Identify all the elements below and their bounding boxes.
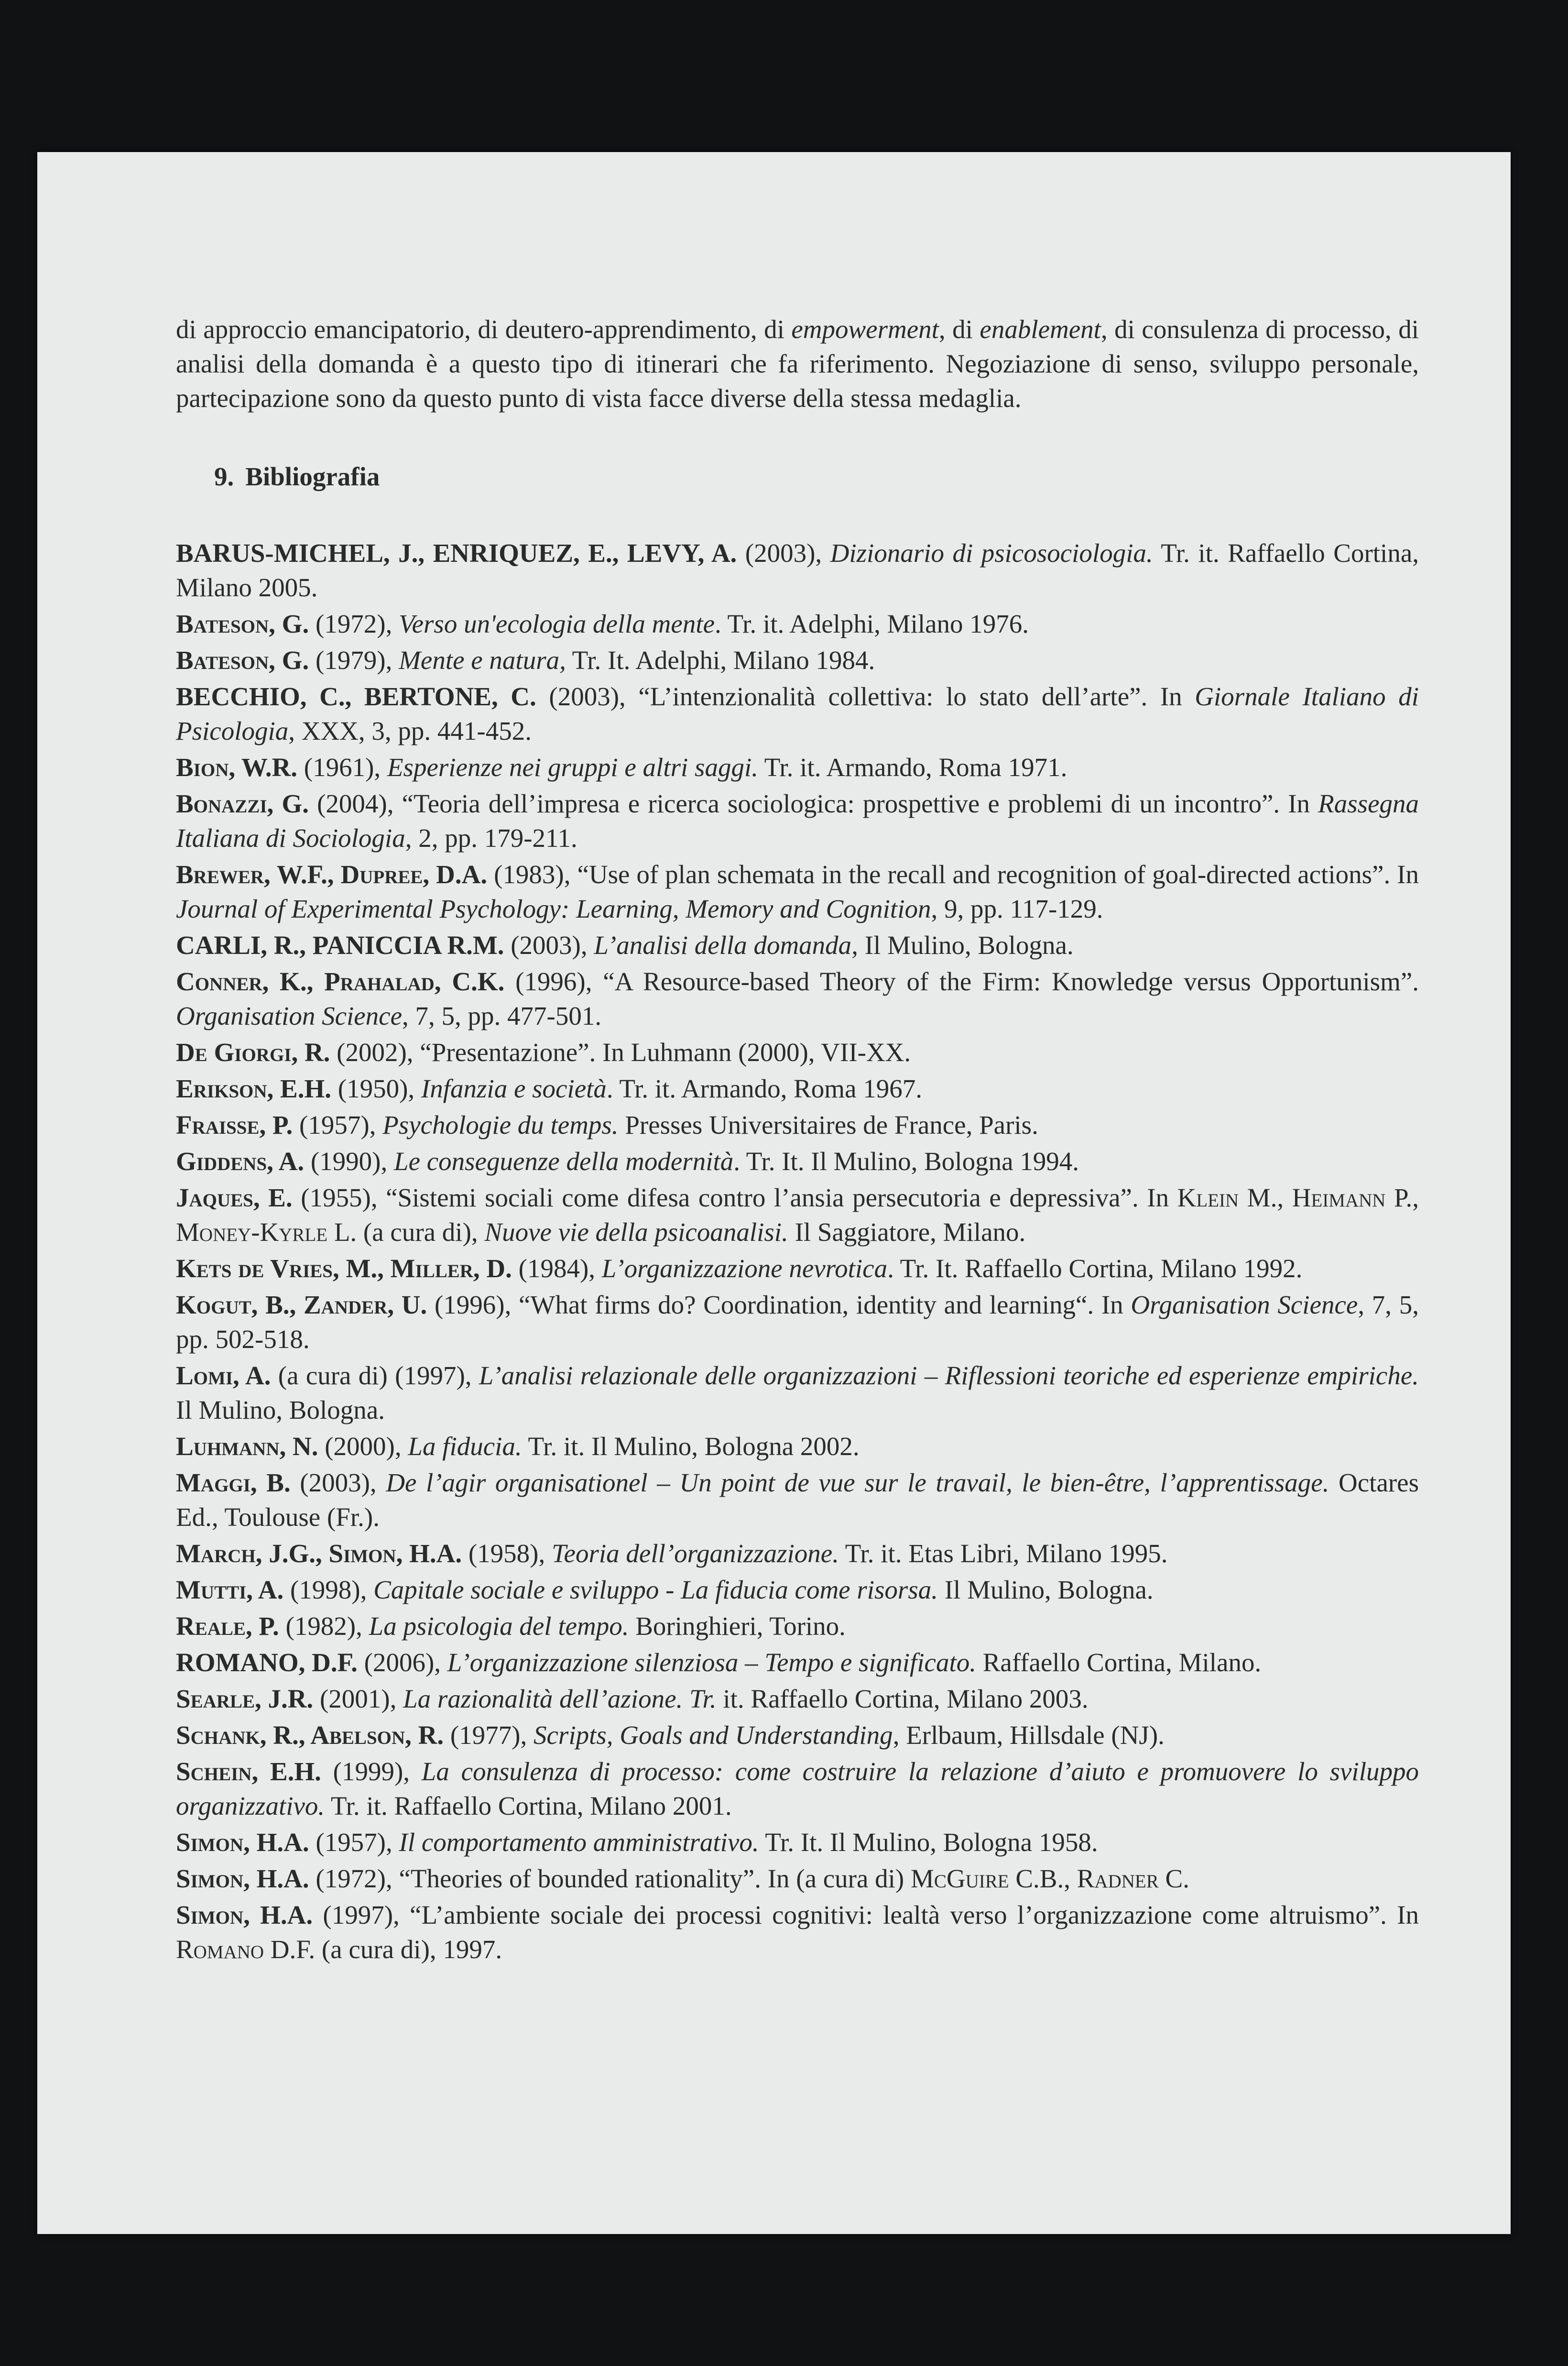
entry-author: Giddens, A. [176, 1147, 305, 1176]
bibliography-entry [176, 964, 1419, 1033]
entry-text: (1972), [309, 609, 399, 638]
entry-author: Erikson, E.H. [176, 1074, 332, 1103]
entry-text: (1957), [293, 1110, 383, 1139]
entry-author: Bateson, G. [176, 609, 309, 638]
entry-text: . Tr. It. Il Mulino, Bologna 1994. [733, 1147, 1079, 1176]
entry-name: Radner [1077, 1864, 1159, 1893]
entry-title: Rassegna Italiana di Sociologia [176, 789, 1419, 853]
entry-text: (1984), [512, 1254, 602, 1283]
entry-text: it. Raffaello Cortina, Milano 2003. [716, 1684, 1089, 1713]
entry-text: (1958), [462, 1539, 552, 1568]
section-heading [214, 460, 1419, 494]
bibliography-entry [176, 1072, 1419, 1106]
entry-title: Il comportamento amministrativo. [399, 1828, 759, 1857]
entry-author: BECCHIO, C., BERTONE, C. [176, 682, 536, 711]
entry-text: P., [1385, 1183, 1419, 1212]
entry-text: (2003), [737, 538, 830, 568]
entry-title: La consulenza di processo: come costruire la relazione d’aiuto e promuovere lo sviluppo organizzativo. [176, 1757, 1419, 1820]
entry-author: Kogut, B., Zander, U. [176, 1290, 427, 1319]
bibliography-list [176, 536, 1419, 1967]
entry-title: Giornale Italiano di Psicologia [176, 682, 1419, 745]
entry-text: (2004), “Teoria dell’impresa e ricerca sociologica: prospettive e problemi di un incontro”. In [308, 789, 1318, 818]
entry-text: , 7, 5, pp. 477-501. [402, 1001, 602, 1030]
entry-title: Organisation Science [1131, 1290, 1358, 1319]
entry-text: , 2, pp. 179-211. [405, 823, 577, 853]
entry-text: Il Mulino, Bologna. [176, 1395, 385, 1424]
entry-text: (1957), [309, 1828, 399, 1857]
bibliography-entry [176, 1898, 1419, 1967]
intro-paragraph [176, 312, 1419, 416]
bibliography-entry [176, 1358, 1419, 1427]
page-content [176, 312, 1419, 1969]
entry-author: Bateson, G. [176, 646, 309, 675]
intro-text-2: , di [938, 315, 980, 344]
entry-title: La psicologia del tempo. [369, 1611, 629, 1641]
entry-text: Tr. it. Etas Libri, Milano 1995. [838, 1539, 1168, 1568]
entry-author: Reale, P. [176, 1611, 279, 1641]
entry-text: (1990), [304, 1147, 394, 1176]
entry-author: March, J.G., Simon, H.A. [176, 1539, 462, 1568]
bibliography-entry [176, 750, 1419, 785]
entry-title: L’analisi relazionale delle organizzazioni – Riflessioni teoriche ed esperienze empiriche. [479, 1361, 1419, 1390]
entry-text: Octares Ed., Toulouse (Fr.). [176, 1468, 1419, 1532]
bibliography-entry [176, 928, 1419, 963]
entry-text: (2003), [290, 1468, 386, 1497]
entry-text: (2001), [313, 1684, 403, 1713]
entry-text: (a cura di) (1997), [271, 1361, 479, 1390]
entry-author: Bonazzi, G. [176, 789, 309, 818]
entry-text: C. [1158, 1864, 1189, 1893]
entry-author: Luhmann, N. [176, 1432, 318, 1461]
entry-title: Infanzia e società [421, 1074, 607, 1103]
entry-author: Fraisse, P. [176, 1110, 293, 1139]
entry-author: Searle, J.R. [176, 1684, 314, 1713]
entry-author: Maggi, B. [176, 1468, 291, 1497]
bibliography-entry [176, 643, 1419, 678]
entry-author: Brewer, W.F., Dupree, D.A. [176, 860, 488, 889]
entry-text: Tr. it. Raffaello Cortina, Milano 2005. [176, 538, 1419, 602]
entry-author: Simon, H.A. [176, 1864, 309, 1893]
bibliography-entry [176, 1682, 1419, 1716]
entry-author: BARUS-MICHEL, J., ENRIQUEZ, E., LEVY, A. [176, 538, 737, 568]
entry-title: La fiducia. [408, 1432, 522, 1461]
entry-text: Il Saggiatore, Milano. [788, 1217, 1026, 1247]
bibliography-entry [176, 1466, 1419, 1534]
entry-title: L’organizzazione silenziosa – Tempo e significato. [447, 1648, 976, 1677]
entry-text: (1972), “Theories of bounded rationality”. In (a cura di) [309, 1864, 911, 1893]
entry-text: (1996), “What firms do? Coordination, identity and learning“. In [427, 1290, 1131, 1319]
entry-text: , XXX, 3, pp. 441-452. [288, 716, 532, 745]
intro-text-3: , di consulenza di processo, di analisi della domanda è a questo tipo di itinerari che fa riferimento. Negoziazione di senso, sviluppo personale, partecipazione sono da questo punto di vista facce diverse della stessa medaglia. [176, 315, 1419, 413]
entry-text: , Erlbaum, Hillsdale (NJ). [893, 1720, 1165, 1750]
entry-text: (2002), “Presentazione”. In Luhmann (2000), VII-XX. [330, 1038, 911, 1067]
entry-author: Schank, R., Abelson, R. [176, 1720, 444, 1750]
entry-author: Lomi, A. [176, 1361, 271, 1390]
entry-title: Teoria dell’organizzazione. [552, 1539, 839, 1568]
entry-author: Conner, K., Prahalad, C.K. [176, 967, 505, 996]
entry-text: Boringhieri, Torino. [629, 1611, 846, 1641]
bibliography-entry [176, 679, 1419, 748]
entry-title: Esperienze nei gruppi e altri saggi. [387, 753, 758, 782]
paper-page [37, 152, 1511, 2234]
entry-text: (1950), [331, 1074, 421, 1103]
entry-text: , 7, 5, pp. 502-518. [176, 1290, 1419, 1354]
entry-text: L. (a cura di), [327, 1217, 485, 1247]
entry-title: Journal of Experimental Psychology: Learning, Memory and Cognition [176, 894, 931, 923]
entry-text: (1982), [279, 1611, 369, 1641]
entry-text: , Il Mulino, Bologna. [851, 931, 1074, 960]
entry-text: (2006), [357, 1648, 447, 1677]
bibliography-entry [176, 1645, 1419, 1680]
entry-text: M., [1239, 1183, 1292, 1212]
entry-title: Verso un'ecologia della mente [399, 609, 715, 638]
entry-text: (1997), “L’ambiente sociale dei processi cognitivi: lealtà verso l’organizzazione come altruismo”. In [313, 1900, 1419, 1929]
bibliography-entry [176, 1251, 1419, 1286]
bibliography-entry [176, 1035, 1419, 1070]
entry-text: (1961), [297, 753, 387, 782]
entry-text: Tr. It. Il Mulino, Bologna 1958. [759, 1828, 1098, 1857]
entry-title: De l’agir organisationel – Un point de vue sur le travail, le bien-être, l’apprentissage. [386, 1468, 1329, 1497]
entry-text: (1977), [444, 1720, 534, 1750]
entry-text: (2003), [504, 931, 594, 960]
entry-name: Romano [176, 1935, 264, 1964]
entry-author: Schein, E.H. [176, 1757, 321, 1786]
entry-text: . Tr. it. Armando, Roma 1967. [606, 1074, 922, 1103]
entry-title: L’analisi della domanda [594, 931, 852, 960]
entry-author: ROMANO, D.F. [176, 1648, 358, 1677]
entry-text: Presses Universitaires de France, Paris. [618, 1110, 1038, 1139]
entry-title: L’organizzazione nevrotica [601, 1254, 888, 1283]
section-number: 9. [214, 462, 234, 491]
entry-text: Tr. it. Raffaello Cortina, Milano 2001. [325, 1791, 732, 1820]
bibliography-entry [176, 857, 1419, 926]
intro-term-empowerment: empowerment [791, 315, 939, 344]
bibliography-entry [176, 1718, 1419, 1753]
intro-text-1: di approccio emancipatorio, di deutero-apprendimento, di [176, 315, 792, 344]
entry-name: Money-Kyrle [176, 1217, 328, 1247]
entry-text: (1983), “Use of plan schemata in the recall and recognition of goal-directed actions”. In [487, 860, 1419, 889]
entry-text: . Tr. it. Adelphi, Milano 1976. [715, 609, 1029, 638]
entry-text: D.F. (a cura di), 1997. [264, 1935, 502, 1964]
bibliography-entry [176, 1754, 1419, 1823]
bibliography-entry [176, 1108, 1419, 1142]
entry-text: (1979), [309, 646, 399, 675]
entry-text: (2003), “L’intenzionalità collettiva: lo stato dell’arte”. In [536, 682, 1195, 711]
bibliography-entry [176, 1862, 1419, 1896]
entry-title: Organisation Science [176, 1001, 403, 1030]
entry-text: C.B., [1009, 1864, 1077, 1893]
bibliography-entry [176, 1429, 1419, 1464]
entry-text: (1999), [321, 1757, 422, 1786]
entry-author: Jaques, E. [176, 1183, 293, 1212]
entry-title: Capitale sociale e sviluppo - La fiducia come risorsa. [373, 1575, 938, 1604]
bibliography-entry [176, 1181, 1419, 1249]
bibliography-entry [176, 536, 1419, 605]
entry-name: McGuire [911, 1864, 1009, 1893]
entry-title: Scripts, Goals and Understanding [534, 1720, 893, 1750]
entry-text: (1955), “Sistemi sociali come difesa contro l’ansia persecutoria e depressiva”. In [292, 1183, 1177, 1212]
bibliography-entry [176, 787, 1419, 855]
entry-text: Raffaello Cortina, Milano. [976, 1648, 1262, 1677]
entry-text: (1996), “A Resource-based Theory of the Firm: Knowledge versus Opportunism”. [504, 967, 1419, 996]
entry-author: Bion, W.R. [176, 753, 298, 782]
entry-title: Dizionario di psicosociologia. [830, 538, 1153, 568]
entry-author: Simon, H.A. [176, 1900, 313, 1929]
entry-title: Mente e natura, [399, 646, 566, 675]
bibliography-entry [176, 1573, 1419, 1607]
entry-author: CARLI, R., PANICCIA R.M. [176, 931, 504, 960]
entry-text: Tr. it. Armando, Roma 1971. [758, 753, 1067, 782]
entry-name: Heimann [1292, 1183, 1386, 1212]
bibliography-entry [176, 1609, 1419, 1643]
entry-text: Tr. It. Adelphi, Milano 1984. [566, 646, 875, 675]
entry-text: . Tr. It. Raffaello Cortina, Milano 1992. [887, 1254, 1303, 1283]
entry-author: Mutti, A. [176, 1575, 284, 1604]
section-title: Bibliografia [245, 462, 380, 491]
entry-name: Klein [1177, 1183, 1239, 1212]
entry-title: Le conseguenze della modernità [393, 1147, 734, 1176]
entry-author: De Giorgi, R. [176, 1038, 330, 1067]
entry-title: Psychologie du temps. [382, 1110, 619, 1139]
intro-term-enablement: enablement [980, 315, 1101, 344]
entry-author: Kets de Vries, M., Miller, D. [176, 1254, 512, 1283]
bibliography-entry [176, 1288, 1419, 1357]
entry-text: Il Mulino, Bologna. [937, 1575, 1154, 1604]
entry-text: (2000), [318, 1432, 408, 1461]
entry-title: La razionalità dell’azione. Tr. [403, 1684, 717, 1713]
entry-text: (1998), [283, 1575, 374, 1604]
entry-author: Simon, H.A. [176, 1828, 309, 1857]
entry-title: Nuove vie della psicoanalisi. [484, 1217, 788, 1247]
bibliography-entry [176, 1536, 1419, 1571]
bibliography-entry [176, 1144, 1419, 1179]
bibliography-entry [176, 607, 1419, 641]
entry-text: , 9, pp. 117-129. [931, 894, 1103, 923]
entry-text: Tr. it. Il Mulino, Bologna 2002. [522, 1432, 860, 1461]
bibliography-entry [176, 1825, 1419, 1860]
